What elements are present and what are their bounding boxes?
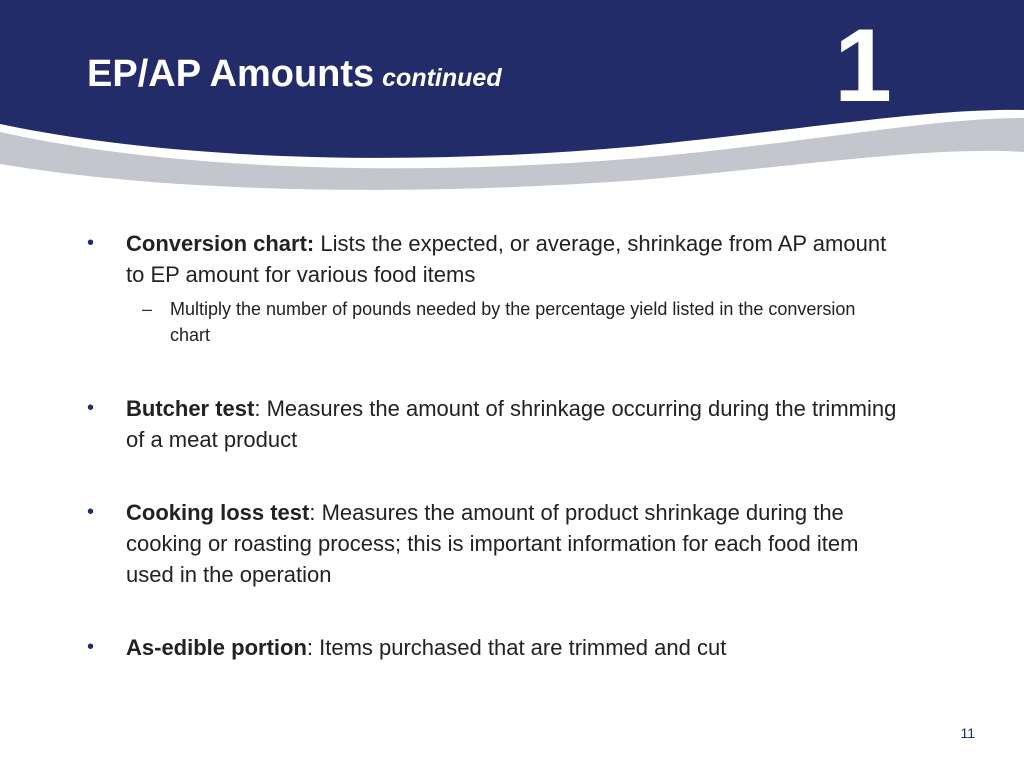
bullet-term: Butcher test [126, 396, 255, 421]
bullet-text: : Items purchased that are trimmed and cut [306, 635, 727, 660]
title-text: EP/AP Amounts [87, 53, 375, 95]
bullet-text: Lists the expected, or average, shrinkage from AP amount to EP amount for various food items [126, 231, 887, 287]
page-number: 11 [960, 725, 975, 741]
chapter-number: 1 [834, 8, 892, 124]
title-continued: continued [382, 64, 502, 92]
sub-bullet-item: – Multiply the number of pounds needed by the percentage yield listed in the conversion chart [170, 296, 900, 348]
bullet-item [126, 393, 901, 455]
bullet-item [126, 632, 901, 663]
bullet-text: : Measures the amount of product shrinkage during the cooking or roasting process; this is important information for each food item used in the operation [126, 500, 859, 587]
bullet-text: : Measures the amount of shrinkage occurring during the trimming of a meat product [126, 396, 897, 452]
bullet-item [126, 497, 901, 590]
bullet-term: As-edible portion [126, 635, 307, 660]
bullet-term: Conversion chart: [126, 231, 315, 256]
bullet-term: Cooking loss test [126, 500, 310, 525]
bullet-item [126, 228, 901, 290]
